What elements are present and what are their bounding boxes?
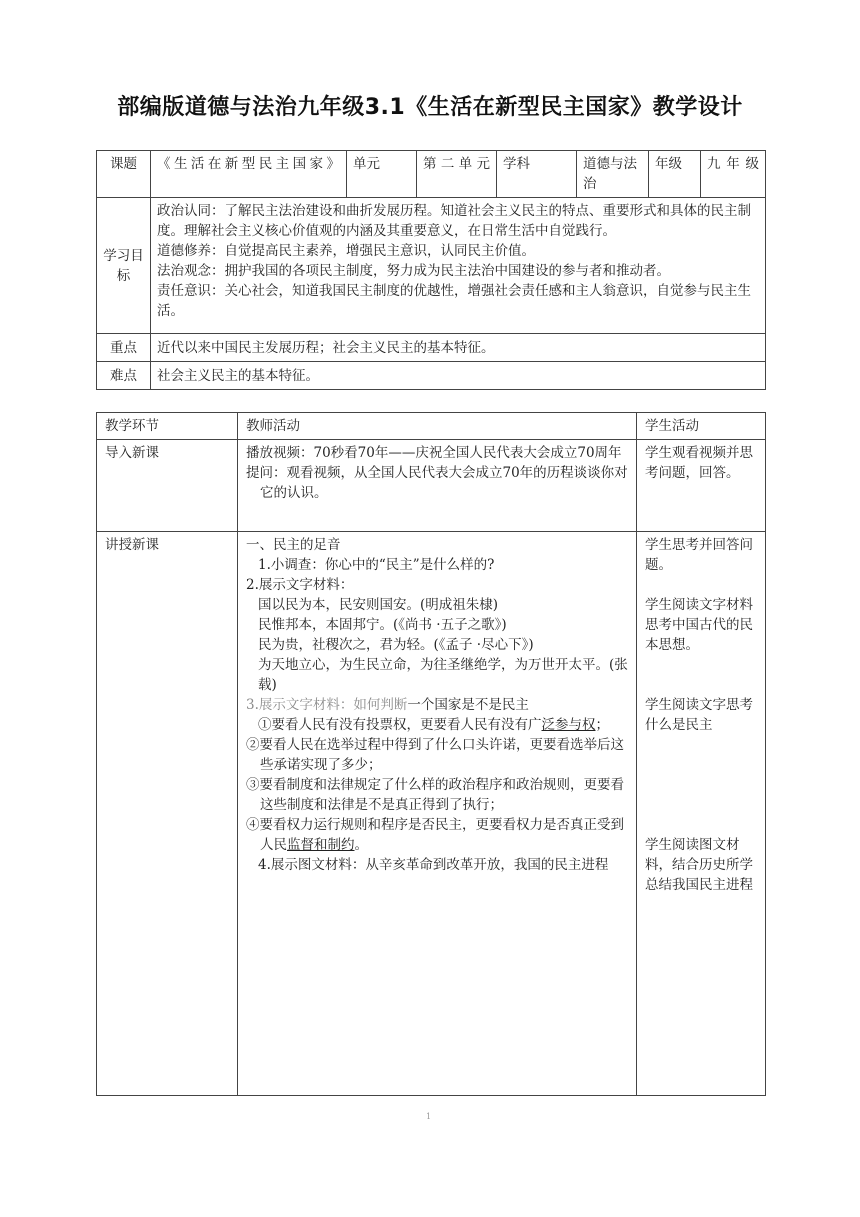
criterion-1-end: ； [595,717,609,733]
objectives-row [97,198,766,334]
objective-political: 政治认同：了解民主法治建设和曲折发展历程。知道社会主义民主的特点、重要形式和具体的民主制度。理解社会主义核心价值观的内涵及其重要意义，在日常生活中自觉践行。 [157,203,751,239]
lecture-row [97,532,766,1096]
intro-video: 播放视频：70秒看70年——庆祝全国人民代表大会成立70周年 [246,445,622,461]
criterion-3: ③要看制度和法律规定了什么样的政治程序和政治规则，更要看这些制度和法律是不是真正得到了执行； [246,777,624,813]
material-3-gray: 3.展示文字材料：如何判断 [246,697,408,713]
survey-item: 1.小调查：你心中的“民主”是什么样的? [258,557,495,573]
header-stage: 教学环节 [97,413,238,440]
key-value: 近代以来中国民主发展历程；社会主义民主的基本特征。 [151,334,766,362]
key-label: 重点 [97,334,151,362]
course-row [97,151,766,198]
difficult-value: 社会主义民主的基本特征。 [151,362,766,390]
objective-responsibility: 责任意识：关心社会，知道我国民主制度的优越性，增强社会责任感和主人翁意识，自觉参与民主生活。 [157,283,751,319]
criterion-2: ②要看人民在选举过程中得到了什么口头许诺，更要看选举后这些承诺实现了多少； [246,737,624,773]
quote-2: 民惟邦本，本固邦宁。(《尚书 ·五子之歌》) [258,617,507,633]
section-heading: 一、民主的足音 [246,537,341,553]
intro-stage: 导入新课 [97,440,238,532]
quote-1: 国以民为本，民安则国安。(明成祖朱棣) [258,597,499,613]
student-think-democracy: 学生阅读文字思考什么是民主 [645,697,753,733]
intro-question: 提问：观看视频，从全国人民代表大会成立70年的历程谈谈你对它的认识。 [246,465,628,501]
key-row [97,334,766,362]
objective-legal: 法治观念：拥护我国的各项民主制度，努力成为民主法治中国建设的参与者和推动者。 [157,263,670,279]
header-student: 学生活动 [637,413,766,440]
criterion-1 [246,715,628,735]
quote-4: 为天地立心，为生民立命，为往圣继绝学，为万世开太平。(张载) [258,657,628,693]
material-3 [246,695,628,715]
criterion-4-end: 。 [354,837,368,853]
activities-table [96,412,766,1096]
criterion-1-text: ①要看人民有没有投票权，更要看人民有没有广 [258,717,542,733]
objectives-label: 学习目标 [97,198,151,334]
intro-teacher [238,440,637,532]
header-teacher: 教师活动 [238,413,637,440]
difficult-row [97,362,766,390]
student-summarize: 学生阅读图文材料，结合历史所学总结我国民主进程 [645,837,753,893]
student-read-ancient: 学生阅读文字材料思考中国古代的民本思想。 [645,597,753,653]
grade-value: 九年级 [701,151,766,198]
unit-value: 第二单元 [417,151,497,198]
material-2: 2.展示文字材料： [246,577,354,593]
difficult-label: 难点 [97,362,151,390]
page-number: 1 [426,1112,432,1121]
lecture-stage: 讲授新课 [97,532,238,1096]
material-3-rest: 一个国家是不是民主 [407,697,529,713]
quote-3: 民为贵，社稷次之，君为轻。(《孟子 ·尽心下》) [258,637,534,653]
objectives-cell [151,198,766,334]
criterion-4-text: ④要看权力运行规则和程序是否民主，更要看权力是否真正受到人民 [246,817,624,853]
course-value: 《生活在新型民主国家》 [151,151,347,198]
student-answer: 学生思考并回答问题。 [645,537,753,573]
page-title: 部编版道德与法治九年级3.1《生活在新型民主国家》教学设计 [117,95,743,120]
lecture-student [637,532,766,1096]
lesson-info-table [96,150,766,390]
criterion-1-underline: 泛参与权 [541,717,596,733]
intro-student: 学生观看视频并思考问题，回答。 [637,440,766,532]
criterion-4-underline: 监督和制约 [287,837,355,853]
grade-label: 年级 [649,151,701,198]
subject-label: 学科 [497,151,577,198]
material-4: 4.展示图文材料：从辛亥革命到改革开放，我国的民主进程 [258,857,609,873]
unit-label: 单元 [347,151,417,198]
activities-header-row [97,413,766,440]
course-label: 课题 [97,151,151,198]
criterion-4 [246,815,628,855]
objective-moral: 道德修养：自觉提高民主素养，增强民主意识，认同民主价值。 [157,243,535,259]
subject-value: 道德与法治 [577,151,649,198]
lecture-teacher [238,532,637,1096]
intro-row [97,440,766,532]
